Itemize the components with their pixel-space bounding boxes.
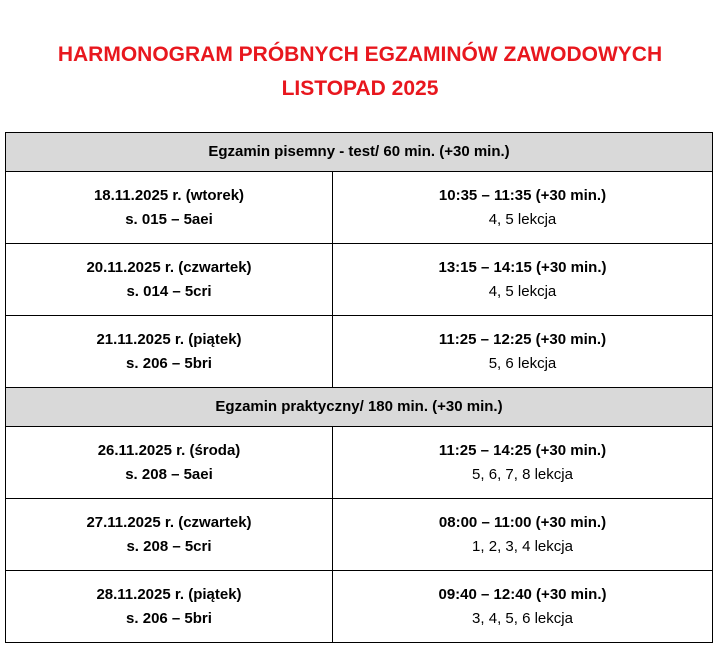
exam-date: 27.11.2025 r. (czwartek) xyxy=(86,513,252,531)
exam-room: s. 206 – 5bri xyxy=(126,609,212,627)
exam-room: s. 015 – 5aei xyxy=(125,210,213,228)
exam-time: 11:25 – 14:25 (+30 min.) xyxy=(438,441,607,459)
exam-lessons: 1, 2, 3, 4 lekcja xyxy=(472,537,573,555)
exam-date: 28.11.2025 r. (piątek) xyxy=(96,585,242,603)
table-row xyxy=(6,427,713,499)
date-cell xyxy=(6,172,333,244)
date-cell xyxy=(6,499,333,571)
time-cell xyxy=(333,244,713,316)
exam-lessons: 3, 4, 5, 6 lekcja xyxy=(472,609,573,627)
exam-date: 20.11.2025 r. (czwartek) xyxy=(86,258,252,276)
exam-date: 26.11.2025 r. (środa) xyxy=(97,441,241,459)
time-cell xyxy=(333,427,713,499)
exam-room: s. 014 – 5cri xyxy=(126,282,212,300)
exam-time: 08:00 – 11:00 (+30 min.) xyxy=(438,513,607,531)
time-cell xyxy=(333,316,713,388)
date-cell xyxy=(6,244,333,316)
exam-room: s. 208 – 5aei xyxy=(125,465,213,483)
section-header-written: Egzamin pisemny - test/ 60 min. (+30 min.) xyxy=(6,133,713,172)
exam-lessons: 4, 5 lekcja xyxy=(488,282,557,300)
page-title: HARMONOGRAM PRÓBNYCH EGZAMINÓW ZAWODOWYCH xyxy=(57,43,663,66)
time-cell xyxy=(333,571,713,643)
date-cell xyxy=(6,571,333,643)
time-cell xyxy=(333,499,713,571)
section-header-row xyxy=(6,388,713,427)
section-header-row xyxy=(6,133,713,172)
exam-room: s. 206 – 5bri xyxy=(126,354,212,372)
date-cell xyxy=(6,316,333,388)
exam-time: 10:35 – 11:35 (+30 min.) xyxy=(438,186,607,204)
exam-time: 11:25 – 12:25 (+30 min.) xyxy=(438,330,607,348)
exam-date: 21.11.2025 r. (piątek) xyxy=(96,330,242,348)
exam-lessons: 5, 6, 7, 8 lekcja xyxy=(472,465,573,483)
table-row xyxy=(6,316,713,388)
exam-room: s. 208 – 5cri xyxy=(126,537,212,555)
date-cell xyxy=(6,427,333,499)
exam-lessons: 4, 5 lekcja xyxy=(488,210,557,228)
exam-lessons: 5, 6 lekcja xyxy=(488,354,557,372)
table-row xyxy=(6,172,713,244)
exam-time: 13:15 – 14:15 (+30 min.) xyxy=(438,258,607,276)
exam-time: 09:40 – 12:40 (+30 min.) xyxy=(438,585,607,603)
section-header-practical: Egzamin praktyczny/ 180 min. (+30 min.) xyxy=(6,388,713,427)
exam-schedule-table xyxy=(5,132,713,643)
exam-date: 18.11.2025 r. (wtorek) xyxy=(93,186,245,204)
table-row xyxy=(6,244,713,316)
table-row xyxy=(6,571,713,643)
time-cell xyxy=(333,172,713,244)
table-row xyxy=(6,499,713,571)
page-subtitle: LISTOPAD 2025 xyxy=(281,77,439,100)
